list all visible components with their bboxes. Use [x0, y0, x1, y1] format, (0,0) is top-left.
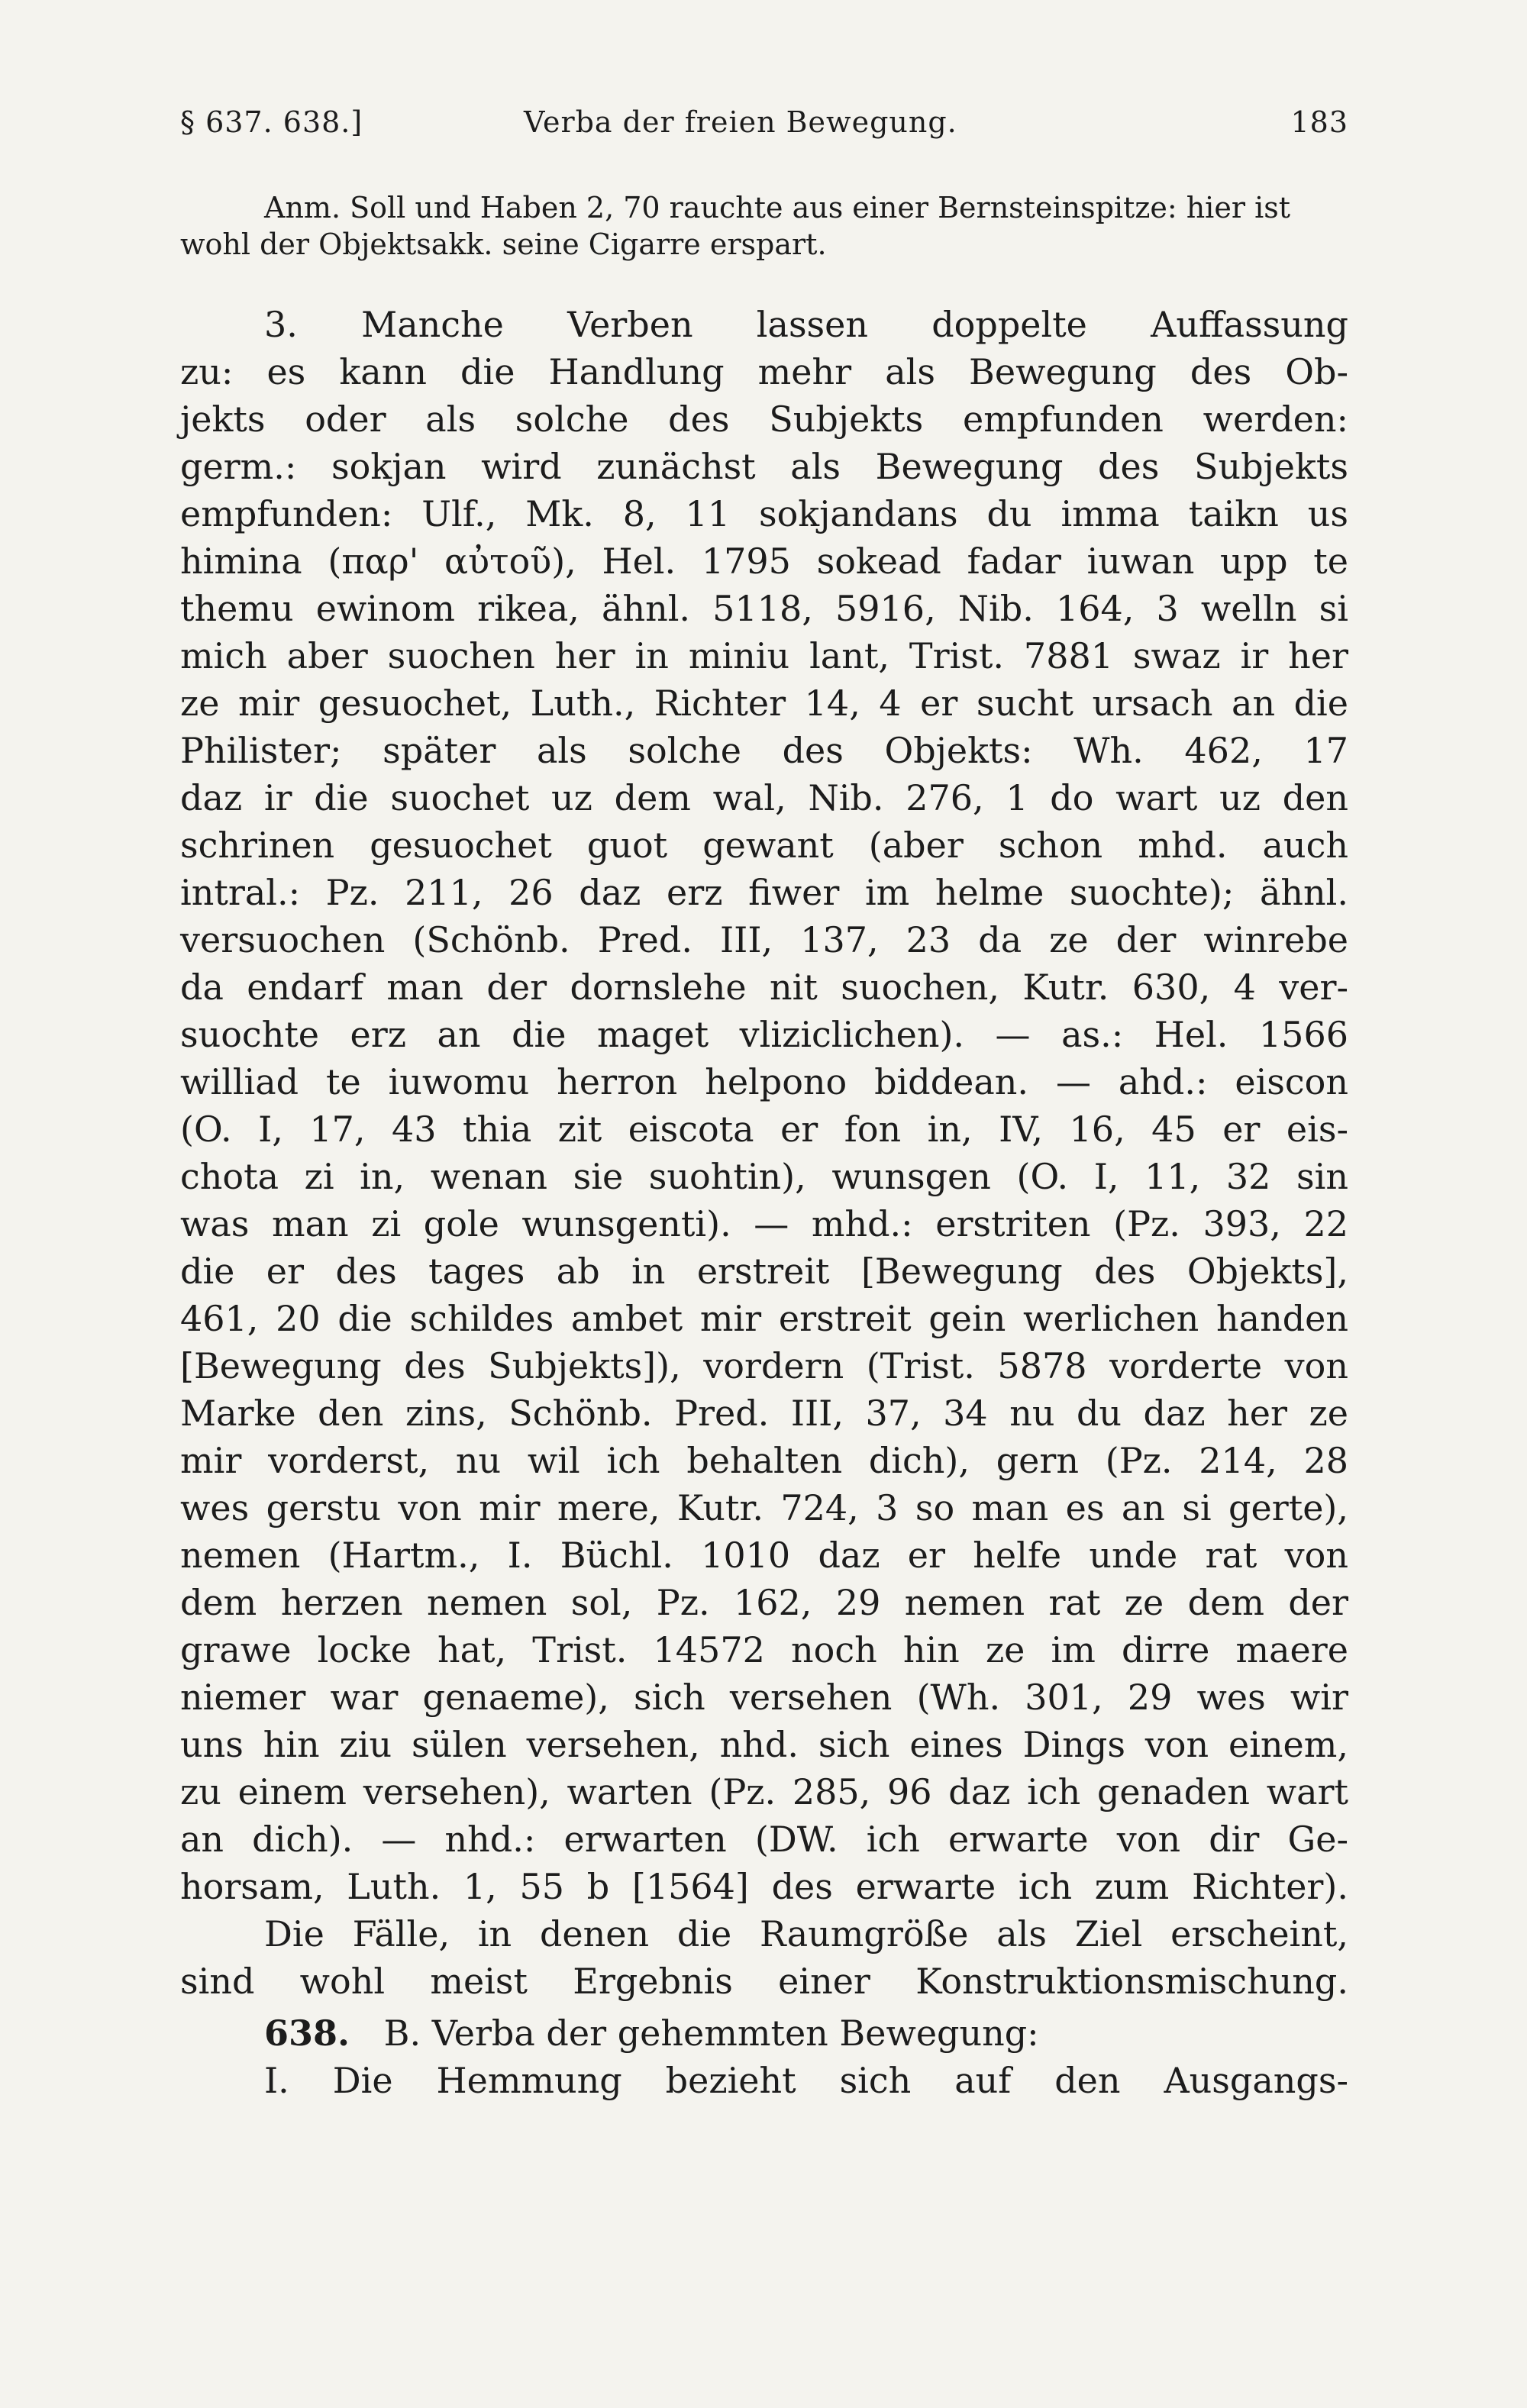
text-line: empfunden: Ulf., Mk. 8, 11 sokjandans du imma taikn us: [180, 493, 1348, 534]
text-line: dem herzen nemen sol, Pz. 162, 29 nemen rat ze dem der: [180, 1582, 1348, 1623]
header-section-ref: § 637. 638.]: [180, 105, 363, 139]
text-line: [Bewegung des Subjekts]), vordern (Trist. 5878 vorderte von: [180, 1345, 1348, 1386]
annotation-note: Anm. Soll und Haben 2, 70 rauchte aus einer Bernsteinspitze: hier ist wohl der Objektsakk. seine Cigarre erspart.: [180, 191, 1290, 261]
text-line: Marke den zins, Schönb. Pred. III, 37, 34 nu du daz her ze: [180, 1393, 1348, 1434]
text-line: Die Fälle, in denen die Raumgröße als Ziel erscheint,: [264, 1913, 1348, 1954]
text-line: (O. I, 17, 43 thia zit eiscota er fon in, IV, 16, 45 er eis-: [180, 1109, 1348, 1150]
text-line: versuochen (Schönb. Pred. III, 137, 23 da ze der winrebe: [180, 919, 1348, 960]
text-line: wes gerstu von mir mere, Kutr. 724, 3 so man es an si gerte),: [180, 1487, 1348, 1528]
text-line: daz ir die suochet uz dem wal, Nib. 276, 1 do wart uz den: [180, 777, 1348, 818]
text-line: mir vorderst, nu wil ich behalten dich), gern (Pz. 214, 28: [180, 1440, 1348, 1481]
page-body: [180, 189, 1348, 2104]
text-line: Philister; später als solche des Objekts: Wh. 462, 17: [180, 730, 1348, 771]
text-line: intral.: Pz. 211, 26 daz erz fiwer im helme suochte); ähnl.: [180, 872, 1348, 913]
text-line: 461, 20 die schildes ambet mir erstreit gein werlichen handen: [180, 1298, 1348, 1339]
text-line: uns hin ziu sülen versehen, nhd. sich eines Dings von einem,: [180, 1724, 1348, 1765]
text-line: mich aber suochen her in miniu lant, Trist. 7881 swaz ir her: [180, 635, 1348, 676]
text-line: grawe locke hat, Trist. 14572 noch hin ze im dirre maere: [180, 1629, 1348, 1670]
text-line: zu einem versehen), warten (Pz. 285, 96 daz ich genaden wart: [180, 1771, 1348, 1812]
text-line: schrinen gesuochet guot gewant (aber schon mhd. auch: [180, 825, 1348, 866]
text-line: ze mir gesuochet, Luth., Richter 14, 4 er sucht ursach an die: [180, 683, 1348, 724]
text-line: germ.: sokjan wird zunächst als Bewegung des Subjekts: [180, 446, 1348, 487]
text-line: die er des tages ab in erstreit [Bewegung des Objekts],: [180, 1251, 1348, 1292]
text-line: nemen (Hartm., I. Büchl. 1010 daz er helfe unde rat von: [180, 1535, 1348, 1576]
text-line: sind wohl meist Ergebnis einer Konstruktionsmischung.: [180, 1961, 1348, 2002]
text-line: chota zi in, wenan sie suohtin), wunsgen (O. I, 11, 32 sin: [180, 1156, 1348, 1197]
section-heading-text: B. Verba der gehemmten Bewegung:: [383, 2013, 1039, 2054]
text-line: himina (παρ' αὐτοῦ), Hel. 1795 sokead fadar iuwan upp te: [180, 541, 1348, 582]
text-line: was man zi gole wunsgenti). — mhd.: erstriten (Pz. 393, 22: [180, 1203, 1348, 1244]
text-line: williad te iuwomu herron helpono biddean. — ahd.: eiscon: [180, 1061, 1348, 1102]
text-line: jekts oder als solche des Subjekts empfunden werden:: [180, 399, 1348, 440]
text-line: I. Die Hemmung bezieht sich auf den Ausgangs-: [264, 2060, 1348, 2101]
text-line: themu ewinom rikea, ähnl. 5118, 5916, Nib. 164, 3 welln si: [180, 588, 1348, 629]
section-638-heading: [180, 2009, 1348, 2057]
text-line: da endarf man der dornslehe nit suochen, Kutr. 630, 4 ver-: [180, 967, 1348, 1008]
page-number: 183: [1290, 105, 1348, 139]
text-line: horsam, Luth. 1, 55 b [1564] des erwarte ich zum Richter).: [180, 1866, 1348, 1907]
text-line: zu: es kann die Handlung mehr als Bewegung des Ob-: [180, 351, 1348, 392]
section-number: 638.: [264, 2013, 350, 2054]
running-header: [180, 105, 1348, 151]
text-line: an dich). — nhd.: erwarten (DW. ich erwarte von dir Ge-: [180, 1819, 1348, 1860]
text-line: suochte erz an die maget vliziclichen). — as.: Hel. 1566: [180, 1014, 1348, 1055]
text-line: niemer war genaeme), sich versehen (Wh. 301, 29 wes wir: [180, 1677, 1348, 1718]
header-title: Verba der freien Bewegung.: [524, 105, 957, 139]
text-line: 3. Manche Verben lassen doppelte Auffassung: [264, 304, 1348, 345]
